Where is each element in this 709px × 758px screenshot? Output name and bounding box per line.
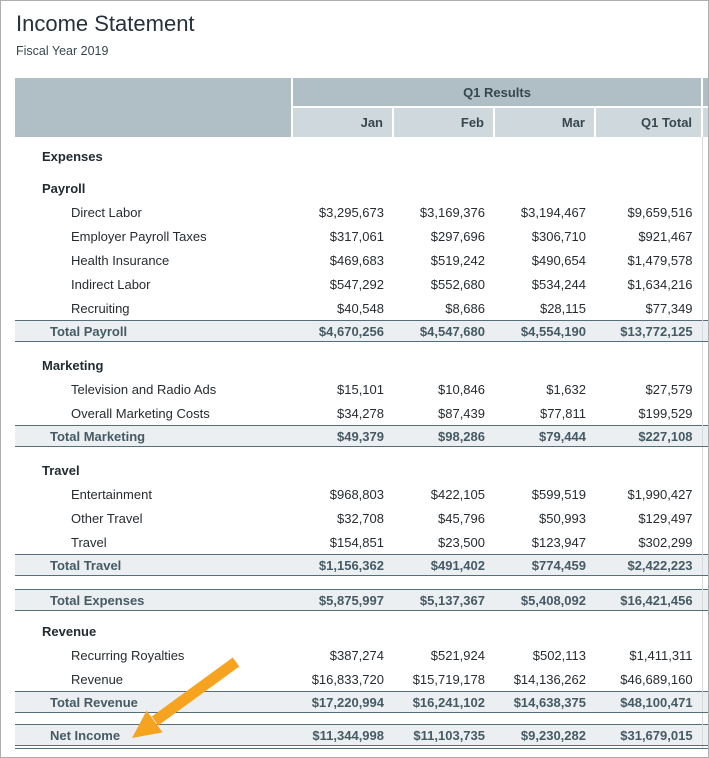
cell-feb: $87,439 bbox=[438, 405, 485, 421]
cell-feb: $98,286 bbox=[393, 426, 494, 447]
table-row bbox=[15, 667, 709, 692]
cell-mar: $77,811 bbox=[539, 405, 586, 421]
cell-mar: $9,230,282 bbox=[494, 725, 595, 746]
next-quarter-group-sliver bbox=[702, 78, 709, 107]
cell-mar: $1,632 bbox=[546, 381, 586, 397]
row-label: Direct Labor bbox=[71, 204, 142, 220]
cell-mar: $599,519 bbox=[531, 486, 586, 502]
total-label: Total Travel bbox=[15, 555, 292, 576]
section-label: Marketing bbox=[42, 358, 104, 373]
cell-jan: $469,683 bbox=[329, 252, 384, 268]
section-label: Travel bbox=[42, 463, 80, 478]
cell-mar: $490,654 bbox=[531, 252, 586, 268]
cell-mar: $534,244 bbox=[531, 276, 586, 292]
cell-q1-total: $1,634,216 bbox=[627, 276, 693, 292]
cell-jan: $4,670,256 bbox=[292, 321, 393, 342]
section-header-revenue bbox=[15, 620, 709, 643]
cell-feb: $4,547,680 bbox=[393, 321, 494, 342]
cell-q1-total: $1,411,311 bbox=[629, 647, 693, 663]
row-label: Travel bbox=[71, 534, 107, 550]
double-underline bbox=[15, 746, 709, 749]
cell-jan: $11,344,998 bbox=[292, 725, 393, 746]
table-row bbox=[15, 506, 709, 530]
page-title: Income Statement bbox=[16, 11, 195, 36]
section-label: Payroll bbox=[42, 181, 86, 196]
row-label: Indirect Labor bbox=[71, 276, 151, 292]
table-row bbox=[15, 200, 709, 224]
cell-jan: $34,278 bbox=[337, 405, 384, 421]
net-income-label: Net Income bbox=[15, 725, 292, 746]
cell-q1-total: $13,772,125 bbox=[595, 321, 702, 342]
total-label: Total Payroll bbox=[15, 321, 292, 342]
cell-jan: $547,292 bbox=[329, 276, 384, 292]
cell-feb: $16,241,102 bbox=[393, 692, 494, 713]
total-label: Total Expenses bbox=[15, 590, 292, 611]
column-header-feb: Feb bbox=[393, 107, 494, 137]
cell-jan: $16,833,720 bbox=[311, 671, 384, 687]
total-row-expenses bbox=[15, 590, 709, 611]
cell-mar: $4,554,190 bbox=[494, 321, 595, 342]
cell-feb: $10,846 bbox=[438, 381, 485, 397]
cell-feb: $422,105 bbox=[430, 486, 485, 502]
cell-jan: $49,379 bbox=[292, 426, 393, 447]
cell-feb: $11,103,735 bbox=[393, 725, 494, 746]
section-header-expenses bbox=[15, 145, 709, 168]
section-label: Expenses bbox=[42, 149, 103, 164]
cell-mar: $502,113 bbox=[532, 647, 586, 663]
row-label: Revenue bbox=[71, 671, 124, 687]
row-label: Other Travel bbox=[71, 510, 143, 526]
cell-mar: $5,408,092 bbox=[494, 590, 595, 611]
table-row bbox=[15, 530, 709, 555]
row-label: Recurring Royalties bbox=[71, 647, 185, 663]
cell-feb: $491,402 bbox=[393, 555, 494, 576]
cell-mar: $14,638,375 bbox=[494, 692, 595, 713]
cell-feb: $23,500 bbox=[438, 534, 485, 550]
total-row-travel bbox=[15, 555, 709, 576]
cell-q1-total: $9,659,516 bbox=[627, 204, 693, 220]
cell-mar: $79,444 bbox=[494, 426, 595, 447]
total-row-payroll bbox=[15, 321, 709, 342]
cell-q1-total: $302,299 bbox=[638, 534, 693, 550]
cell-q1-total: $1,990,427 bbox=[627, 486, 693, 502]
section-header-marketing bbox=[15, 354, 709, 377]
cell-feb: $45,796 bbox=[438, 510, 485, 526]
cell-q1-total: $48,100,471 bbox=[595, 692, 702, 713]
cell-jan: $154,851 bbox=[329, 534, 384, 550]
cell-feb: $3,169,376 bbox=[419, 204, 485, 220]
row-label: Recruiting bbox=[71, 300, 130, 316]
cell-jan: $3,295,673 bbox=[318, 204, 384, 220]
row-label: Overall Marketing Costs bbox=[71, 405, 210, 421]
total-row-revenue bbox=[15, 692, 709, 713]
cell-jan: $40,548 bbox=[337, 300, 384, 316]
cell-jan: $15,101 bbox=[337, 381, 384, 397]
cell-feb: $5,137,367 bbox=[393, 590, 494, 611]
cell-mar: $123,947 bbox=[531, 534, 586, 550]
cell-q1-total: $27,579 bbox=[645, 381, 693, 397]
cell-q1-total: $16,421,456 bbox=[595, 590, 702, 611]
table-row bbox=[15, 643, 709, 667]
total-row-marketing bbox=[15, 426, 709, 447]
column-header-jan: Jan bbox=[292, 107, 393, 137]
table-row bbox=[15, 272, 709, 296]
cell-q1-total: $77,349 bbox=[645, 300, 693, 316]
row-label: Health Insurance bbox=[71, 252, 170, 268]
header-corner-cell bbox=[15, 78, 292, 137]
cell-feb: $297,696 bbox=[430, 228, 485, 244]
cell-q1-total: $199,529 bbox=[638, 405, 693, 421]
cell-feb: $521,924 bbox=[430, 647, 485, 663]
cell-jan: $32,708 bbox=[337, 510, 384, 526]
total-label: Total Marketing bbox=[15, 426, 292, 447]
cell-mar: $774,459 bbox=[494, 555, 595, 576]
cell-q1-total: $2,422,223 bbox=[595, 555, 702, 576]
cell-q1-total: $921,467 bbox=[638, 228, 693, 244]
cell-q1-total: $129,497 bbox=[638, 510, 693, 526]
income-statement-table bbox=[15, 78, 709, 749]
cell-feb: $552,680 bbox=[430, 276, 485, 292]
quarter-group-header-row bbox=[15, 78, 709, 107]
cell-mar: $3,194,467 bbox=[520, 204, 586, 220]
cell-feb: $519,242 bbox=[430, 252, 485, 268]
page-subtitle: Fiscal Year 2019 bbox=[16, 44, 109, 58]
net-income-row bbox=[15, 725, 709, 746]
cell-mar: $14,136,262 bbox=[513, 671, 586, 687]
row-label: Television and Radio Ads bbox=[71, 381, 217, 397]
section-header-travel bbox=[15, 459, 709, 482]
cell-feb: $15,719,178 bbox=[412, 671, 485, 687]
table-row bbox=[15, 248, 709, 272]
next-quarter-column-sliver bbox=[702, 107, 709, 137]
quarter-group-header: Q1 Results bbox=[292, 78, 702, 107]
table-row bbox=[15, 482, 709, 506]
cell-q1-total: $227,108 bbox=[595, 426, 702, 447]
cell-jan: $1,156,362 bbox=[292, 555, 393, 576]
cell-feb: $8,686 bbox=[445, 300, 485, 316]
cell-jan: $968,803 bbox=[329, 486, 384, 502]
section-label: Revenue bbox=[42, 624, 97, 639]
cell-mar: $28,115 bbox=[539, 300, 586, 316]
section-header-payroll bbox=[15, 177, 709, 200]
table-row bbox=[15, 296, 709, 321]
table-row bbox=[15, 377, 709, 401]
cell-q1-total: $46,689,160 bbox=[620, 671, 693, 687]
row-label: Employer Payroll Taxes bbox=[71, 228, 207, 244]
row-label: Entertainment bbox=[71, 486, 152, 502]
column-header-mar: Mar bbox=[494, 107, 595, 137]
cell-jan: $5,875,997 bbox=[292, 590, 393, 611]
cell-jan: $17,220,994 bbox=[292, 692, 393, 713]
cell-jan: $317,061 bbox=[329, 228, 384, 244]
total-label: Total Revenue bbox=[15, 692, 292, 713]
cell-jan: $387,274 bbox=[329, 647, 384, 663]
column-header-q1-total: Q1 Total bbox=[595, 107, 702, 137]
cell-q1-total: $1,479,578 bbox=[627, 252, 693, 268]
cell-mar: $306,710 bbox=[531, 228, 586, 244]
cell-mar: $50,993 bbox=[539, 510, 586, 526]
table-row bbox=[15, 224, 709, 248]
table-row bbox=[15, 401, 709, 426]
cell-q1-total: $31,679,015 bbox=[595, 725, 702, 746]
